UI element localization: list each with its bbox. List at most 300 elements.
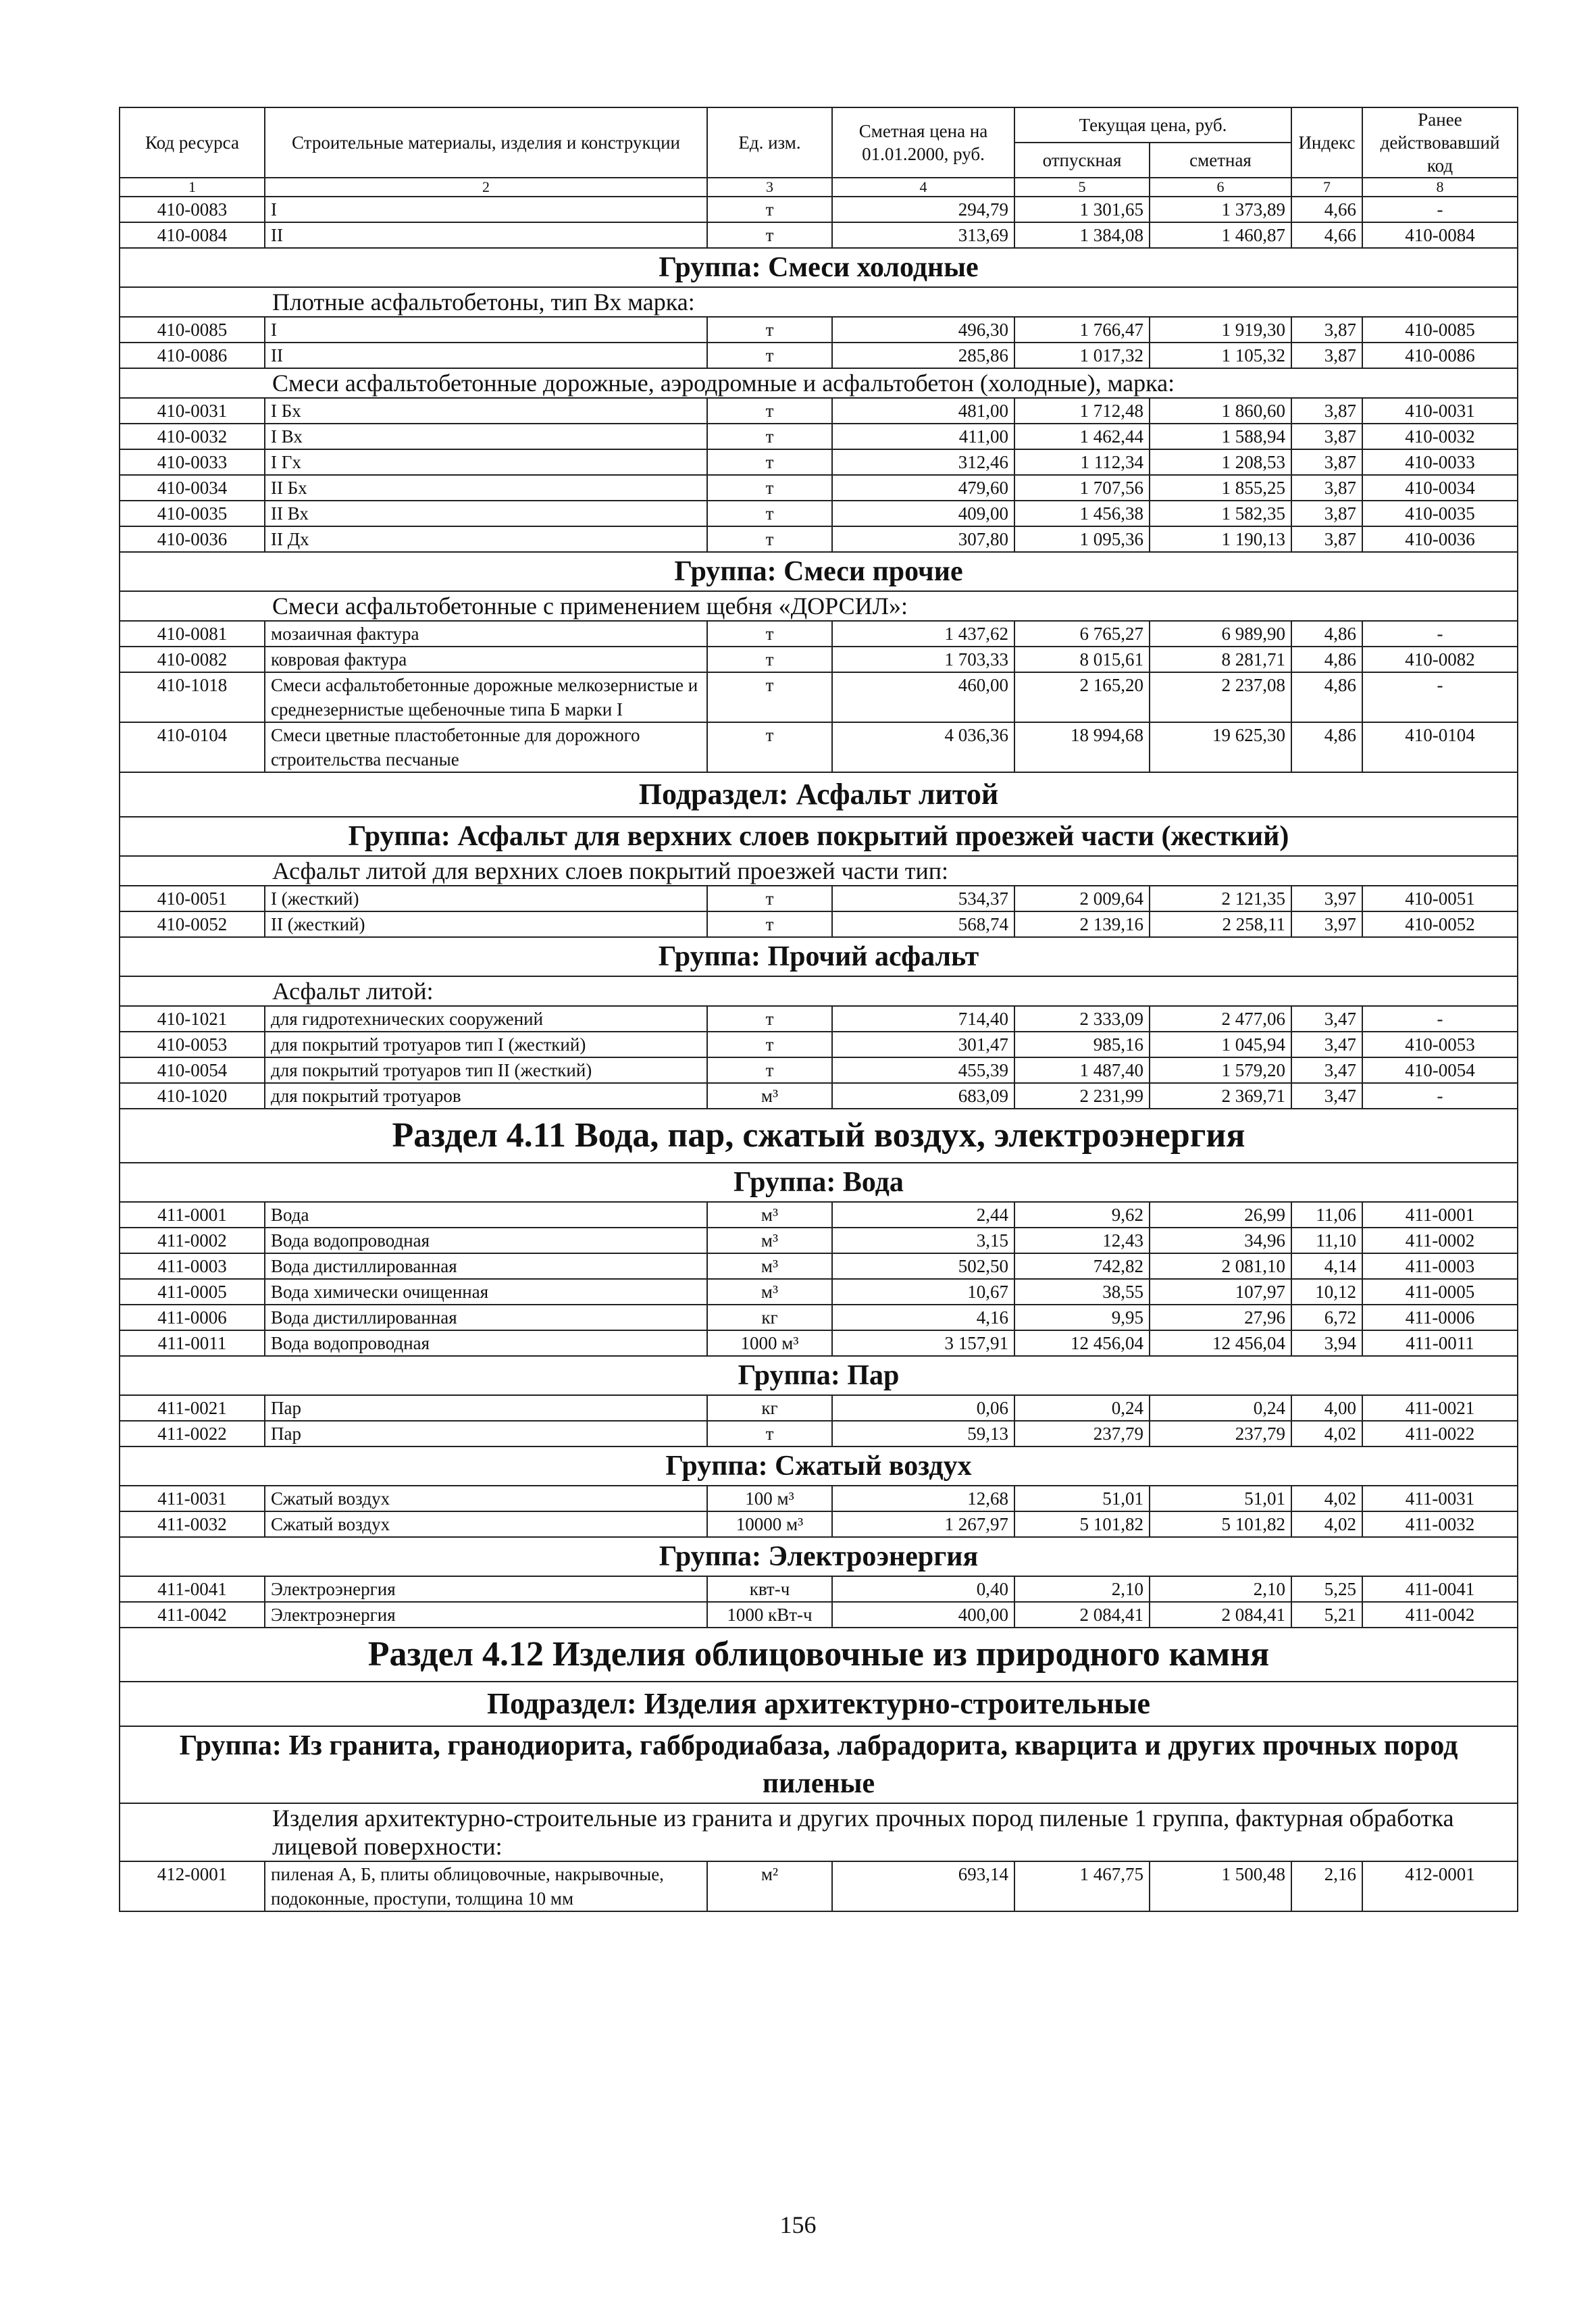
- price-2000: 3,15: [832, 1228, 1014, 1253]
- unit: т: [707, 672, 832, 722]
- table-row: [120, 911, 1518, 937]
- material-name: I Бх: [265, 398, 707, 424]
- material-name: I: [265, 317, 707, 343]
- price-index: 3,87: [1291, 398, 1362, 424]
- price-index: 3,87: [1291, 317, 1362, 343]
- release-price: 1 112,34: [1014, 449, 1150, 475]
- estimate-price: 2 121,35: [1150, 886, 1291, 911]
- release-price: 2 139,16: [1014, 911, 1150, 937]
- resource-code: 411-0031: [120, 1486, 265, 1511]
- price-2000: 460,00: [832, 672, 1014, 722]
- table-row: [120, 197, 1518, 222]
- group-heading-text: Группа: Смеси холодные: [120, 248, 1518, 287]
- release-price: 18 994,68: [1014, 722, 1150, 772]
- price-2000: 312,46: [832, 449, 1014, 475]
- price-catalog-page: [119, 107, 1517, 1912]
- subsection-heading: [120, 772, 1518, 817]
- table-row: [120, 672, 1518, 722]
- group-heading: [120, 1447, 1518, 1486]
- material-name: для покрытий тротуаров тип II (жесткий): [265, 1057, 707, 1083]
- table-row: [120, 722, 1518, 772]
- estimate-price: 51,01: [1150, 1486, 1291, 1511]
- previous-code: 410-0051: [1362, 886, 1518, 911]
- previous-code: 410-0054: [1362, 1057, 1518, 1083]
- material-name: мозаичная фактура: [265, 621, 707, 647]
- category-note-text: Изделия архитектурно-строительные из гранита и других прочных пород пиленые 1 группа, фактурная обработка лицевой поверхности:: [120, 1803, 1518, 1861]
- table-row: [120, 343, 1518, 368]
- price-2000: 4,16: [832, 1305, 1014, 1330]
- unit: т: [707, 647, 832, 672]
- previous-code: 411-0032: [1362, 1511, 1518, 1537]
- unit: т: [707, 475, 832, 501]
- estimate-price: 1 105,32: [1150, 343, 1291, 368]
- subsection-heading-text: Подраздел: Асфальт литой: [120, 772, 1518, 817]
- resource-code: 411-0041: [120, 1576, 265, 1602]
- unit: м³: [707, 1253, 832, 1279]
- column-number: 8: [1362, 178, 1518, 197]
- previous-code: 410-0031: [1362, 398, 1518, 424]
- previous-code: 410-0053: [1362, 1032, 1518, 1057]
- previous-code: 411-0031: [1362, 1486, 1518, 1511]
- price-index: 4,00: [1291, 1395, 1362, 1421]
- previous-code: 411-0002: [1362, 1228, 1518, 1253]
- estimate-price: 107,97: [1150, 1279, 1291, 1305]
- category-note: [120, 856, 1518, 886]
- subsection-heading: [120, 1682, 1518, 1726]
- column-number: 3: [707, 178, 832, 197]
- section-heading-text: Раздел 4.12 Изделия облицовочные из природного камня: [120, 1628, 1518, 1682]
- group-heading-text: Группа: Электроэнергия: [120, 1537, 1518, 1576]
- unit: т: [707, 197, 832, 222]
- header-price-2000: Сметная цена на 01.01.2000, руб.: [832, 107, 1014, 178]
- estimate-price: 237,79: [1150, 1421, 1291, 1447]
- previous-code: -: [1362, 197, 1518, 222]
- material-name: I (жесткий): [265, 886, 707, 911]
- unit: т: [707, 526, 832, 552]
- group-heading-text: Группа: Прочий асфальт: [120, 937, 1518, 976]
- estimate-price: 2 237,08: [1150, 672, 1291, 722]
- price-2000: 0,40: [832, 1576, 1014, 1602]
- table-row: [120, 886, 1518, 911]
- estimate-price: 26,99: [1150, 1202, 1291, 1228]
- material-name: II Бх: [265, 475, 707, 501]
- price-2000: 496,30: [832, 317, 1014, 343]
- price-2000: 2,44: [832, 1202, 1014, 1228]
- previous-code: -: [1362, 621, 1518, 647]
- release-price: 12 456,04: [1014, 1330, 1150, 1356]
- group-heading: [120, 937, 1518, 976]
- previous-code: 412-0001: [1362, 1861, 1518, 1911]
- category-note: [120, 368, 1518, 398]
- header-unit: Ед. изм.: [707, 107, 832, 178]
- price-2000: 1 437,62: [832, 621, 1014, 647]
- release-price: 9,62: [1014, 1202, 1150, 1228]
- estimate-price: 1 860,60: [1150, 398, 1291, 424]
- estimate-price: 6 989,90: [1150, 621, 1291, 647]
- previous-code: 411-0006: [1362, 1305, 1518, 1330]
- material-name: Вода дистиллированная: [265, 1305, 707, 1330]
- category-note: [120, 1803, 1518, 1861]
- release-price: 1 462,44: [1014, 424, 1150, 449]
- unit: т: [707, 398, 832, 424]
- table-row: [120, 317, 1518, 343]
- price-2000: 481,00: [832, 398, 1014, 424]
- estimate-price: 8 281,71: [1150, 647, 1291, 672]
- material-name: I Гх: [265, 449, 707, 475]
- estimate-price: 1 855,25: [1150, 475, 1291, 501]
- release-price: 1 095,36: [1014, 526, 1150, 552]
- price-2000: 409,00: [832, 501, 1014, 526]
- price-index: 4,86: [1291, 647, 1362, 672]
- estimate-price: 1 208,53: [1150, 449, 1291, 475]
- previous-code: 410-0104: [1362, 722, 1518, 772]
- release-price: 6 765,27: [1014, 621, 1150, 647]
- price-index: 3,87: [1291, 343, 1362, 368]
- table-row: [120, 526, 1518, 552]
- group-heading-text: Группа: Сжатый воздух: [120, 1447, 1518, 1486]
- table-row: [120, 1057, 1518, 1083]
- header-release-price: отпускная: [1014, 143, 1150, 178]
- group-heading: [120, 817, 1518, 856]
- group-heading-text: Группа: Смеси прочие: [120, 552, 1518, 591]
- material-name: I Вх: [265, 424, 707, 449]
- estimate-price: 2 258,11: [1150, 911, 1291, 937]
- resource-code: 411-0003: [120, 1253, 265, 1279]
- resource-code: 411-0001: [120, 1202, 265, 1228]
- price-2000: 301,47: [832, 1032, 1014, 1057]
- price-index: 3,97: [1291, 911, 1362, 937]
- previous-code: 410-0033: [1362, 449, 1518, 475]
- resource-code: 411-0032: [120, 1511, 265, 1537]
- resource-code: 410-0032: [120, 424, 265, 449]
- header-name: Строительные материалы, изделия и конструкции: [265, 107, 707, 178]
- table-body: [120, 197, 1518, 1911]
- column-number: 7: [1291, 178, 1362, 197]
- price-index: 6,72: [1291, 1305, 1362, 1330]
- material-name: Пар: [265, 1395, 707, 1421]
- table-row: [120, 1083, 1518, 1109]
- price-2000: 714,40: [832, 1006, 1014, 1032]
- price-table: [119, 107, 1518, 1912]
- table-row: [120, 475, 1518, 501]
- previous-code: 411-0005: [1362, 1279, 1518, 1305]
- price-index: 3,87: [1291, 526, 1362, 552]
- group-heading: [120, 248, 1518, 287]
- previous-code: 411-0022: [1362, 1421, 1518, 1447]
- release-price: 5 101,82: [1014, 1511, 1150, 1537]
- price-index: 3,87: [1291, 449, 1362, 475]
- estimate-price: 19 625,30: [1150, 722, 1291, 772]
- estimate-price: 1 919,30: [1150, 317, 1291, 343]
- previous-code: 411-0042: [1362, 1602, 1518, 1628]
- previous-code: 410-0086: [1362, 343, 1518, 368]
- estimate-price: 1 190,13: [1150, 526, 1291, 552]
- price-index: 4,66: [1291, 197, 1362, 222]
- table-row: [120, 501, 1518, 526]
- unit: т: [707, 343, 832, 368]
- price-index: 4,86: [1291, 621, 1362, 647]
- unit: м³: [707, 1083, 832, 1109]
- material-name: II Вх: [265, 501, 707, 526]
- resource-code: 410-0084: [120, 222, 265, 248]
- unit: т: [707, 501, 832, 526]
- price-index: 3,47: [1291, 1006, 1362, 1032]
- subsection-heading-text: Подраздел: Изделия архитектурно-строительные: [120, 1682, 1518, 1726]
- unit: т: [707, 424, 832, 449]
- unit: т: [707, 449, 832, 475]
- previous-code: 410-0082: [1362, 647, 1518, 672]
- header-prev-code: Ранее действовавший код: [1362, 107, 1518, 178]
- table-row: [120, 1395, 1518, 1421]
- previous-code: 410-0034: [1362, 475, 1518, 501]
- estimate-price: 1 588,94: [1150, 424, 1291, 449]
- resource-code: 411-0002: [120, 1228, 265, 1253]
- price-index: 3,87: [1291, 475, 1362, 501]
- release-price: 2 165,20: [1014, 672, 1150, 722]
- material-name: Электроэнергия: [265, 1576, 707, 1602]
- header-code: Код ресурса: [120, 107, 265, 178]
- group-heading: [120, 552, 1518, 591]
- table-row: [120, 449, 1518, 475]
- material-name: I: [265, 197, 707, 222]
- unit: кг: [707, 1305, 832, 1330]
- price-2000: 294,79: [832, 197, 1014, 222]
- table-row: [120, 621, 1518, 647]
- estimate-price: 2 369,71: [1150, 1083, 1291, 1109]
- material-name: Сжатый воздух: [265, 1511, 707, 1537]
- price-2000: 693,14: [832, 1861, 1014, 1911]
- release-price: 1 487,40: [1014, 1057, 1150, 1083]
- resource-code: 410-1021: [120, 1006, 265, 1032]
- previous-code: 411-0041: [1362, 1576, 1518, 1602]
- material-name: Вода: [265, 1202, 707, 1228]
- table-row: [120, 1253, 1518, 1279]
- price-2000: 1 267,97: [832, 1511, 1014, 1537]
- release-price: 9,95: [1014, 1305, 1150, 1330]
- estimate-price: 2 084,41: [1150, 1602, 1291, 1628]
- group-heading-text: Группа: Асфальт для верхних слоев покрытий проезжей части (жесткий): [120, 817, 1518, 856]
- table-row: [120, 1202, 1518, 1228]
- category-note-text: Асфальт литой:: [120, 976, 1518, 1006]
- material-name: ковровая фактура: [265, 647, 707, 672]
- estimate-price: 1 045,94: [1150, 1032, 1291, 1057]
- resource-code: 410-0081: [120, 621, 265, 647]
- price-2000: 502,50: [832, 1253, 1014, 1279]
- category-note-text: Смеси асфальтобетонные с применением щебня «ДОРСИЛ»:: [120, 591, 1518, 621]
- price-index: 5,21: [1291, 1602, 1362, 1628]
- material-name: II Дх: [265, 526, 707, 552]
- resource-code: 411-0022: [120, 1421, 265, 1447]
- price-index: 3,87: [1291, 424, 1362, 449]
- price-index: 10,12: [1291, 1279, 1362, 1305]
- section-heading: [120, 1109, 1518, 1163]
- unit: м²: [707, 1861, 832, 1911]
- price-2000: 10,67: [832, 1279, 1014, 1305]
- resource-code: 410-0086: [120, 343, 265, 368]
- price-index: 4,02: [1291, 1511, 1362, 1537]
- unit: квт-ч: [707, 1576, 832, 1602]
- table-row: [120, 1330, 1518, 1356]
- price-2000: 285,86: [832, 343, 1014, 368]
- resource-code: 411-0042: [120, 1602, 265, 1628]
- material-name: Смеси цветные пластобетонные для дорожного строительства песчаные: [265, 722, 707, 772]
- release-price: 38,55: [1014, 1279, 1150, 1305]
- table-row: [120, 1279, 1518, 1305]
- price-2000: 4 036,36: [832, 722, 1014, 772]
- table-row: [120, 1305, 1518, 1330]
- material-name: Вода водопроводная: [265, 1228, 707, 1253]
- price-index: 3,47: [1291, 1032, 1362, 1057]
- price-2000: 455,39: [832, 1057, 1014, 1083]
- column-number: 2: [265, 178, 707, 197]
- resource-code: 412-0001: [120, 1861, 265, 1911]
- group-heading: [120, 1726, 1518, 1803]
- table-row: [120, 222, 1518, 248]
- group-heading-text: Группа: Вода: [120, 1163, 1518, 1202]
- material-name: Вода химически очищенная: [265, 1279, 707, 1305]
- material-name: Электроэнергия: [265, 1602, 707, 1628]
- unit: 1000 кВт-ч: [707, 1602, 832, 1628]
- resource-code: 410-0051: [120, 886, 265, 911]
- release-price: 2 009,64: [1014, 886, 1150, 911]
- group-heading-text: Группа: Пар: [120, 1356, 1518, 1395]
- price-2000: 3 157,91: [832, 1330, 1014, 1356]
- price-index: 4,02: [1291, 1421, 1362, 1447]
- previous-code: 411-0001: [1362, 1202, 1518, 1228]
- estimate-price: 27,96: [1150, 1305, 1291, 1330]
- release-price: 8 015,61: [1014, 647, 1150, 672]
- price-index: 3,87: [1291, 501, 1362, 526]
- estimate-price: 1 373,89: [1150, 197, 1291, 222]
- group-heading: [120, 1356, 1518, 1395]
- unit: 10000 м³: [707, 1511, 832, 1537]
- material-name: Смеси асфальтобетонные дорожные мелкозернистые и среднезернистые щебеночные типа Б марки I: [265, 672, 707, 722]
- table-row: [120, 398, 1518, 424]
- previous-code: 411-0011: [1362, 1330, 1518, 1356]
- unit: м³: [707, 1202, 832, 1228]
- resource-code: 411-0006: [120, 1305, 265, 1330]
- table-row: [120, 647, 1518, 672]
- unit: т: [707, 1057, 832, 1083]
- unit: т: [707, 911, 832, 937]
- table-row: [120, 1511, 1518, 1537]
- material-name: II: [265, 343, 707, 368]
- release-price: 1 017,32: [1014, 343, 1150, 368]
- table-row: [120, 1032, 1518, 1057]
- previous-code: 410-0032: [1362, 424, 1518, 449]
- unit: т: [707, 1006, 832, 1032]
- material-name: II: [265, 222, 707, 248]
- material-name: пиленая А, Б, плиты облицовочные, накрывочные, подоконные, проступи, толщина 10 мм: [265, 1861, 707, 1911]
- price-index: 5,25: [1291, 1576, 1362, 1602]
- material-name: для покрытий тротуаров: [265, 1083, 707, 1109]
- category-note-text: Плотные асфальтобетоны, тип Вх марка:: [120, 287, 1518, 317]
- resource-code: 410-0082: [120, 647, 265, 672]
- resource-code: 411-0005: [120, 1279, 265, 1305]
- price-2000: 307,80: [832, 526, 1014, 552]
- release-price: 51,01: [1014, 1486, 1150, 1511]
- price-2000: 12,68: [832, 1486, 1014, 1511]
- group-heading: [120, 1163, 1518, 1202]
- price-index: 11,10: [1291, 1228, 1362, 1253]
- table-header: [120, 107, 1518, 197]
- page-number: 156: [779, 2211, 817, 2238]
- unit: 100 м³: [707, 1486, 832, 1511]
- resource-code: 410-0052: [120, 911, 265, 937]
- material-name: Вода водопроводная: [265, 1330, 707, 1356]
- price-index: 4,02: [1291, 1486, 1362, 1511]
- price-2000: 411,00: [832, 424, 1014, 449]
- price-2000: 568,74: [832, 911, 1014, 937]
- price-index: 4,66: [1291, 222, 1362, 248]
- unit: т: [707, 621, 832, 647]
- release-price: 2 333,09: [1014, 1006, 1150, 1032]
- resource-code: 410-0104: [120, 722, 265, 772]
- category-note-text: Асфальт литой для верхних слоев покрытий проезжей части тип:: [120, 856, 1518, 886]
- estimate-price: 5 101,82: [1150, 1511, 1291, 1537]
- estimate-price: 34,96: [1150, 1228, 1291, 1253]
- previous-code: 410-0085: [1362, 317, 1518, 343]
- column-number: 6: [1150, 178, 1291, 197]
- header-current-price: Текущая цена, руб.: [1014, 107, 1291, 143]
- material-name: II (жесткий): [265, 911, 707, 937]
- previous-code: 410-0035: [1362, 501, 1518, 526]
- price-index: 3,94: [1291, 1330, 1362, 1356]
- release-price: 237,79: [1014, 1421, 1150, 1447]
- column-number: 4: [832, 178, 1014, 197]
- resource-code: 410-0033: [120, 449, 265, 475]
- release-price: 1 707,56: [1014, 475, 1150, 501]
- price-index: 3,47: [1291, 1057, 1362, 1083]
- estimate-price: 1 579,20: [1150, 1057, 1291, 1083]
- resource-code: 410-0054: [120, 1057, 265, 1083]
- release-price: 985,16: [1014, 1032, 1150, 1057]
- section-heading: [120, 1628, 1518, 1682]
- column-number: 1: [120, 178, 265, 197]
- table-row: [120, 1861, 1518, 1911]
- price-index: 11,06: [1291, 1202, 1362, 1228]
- unit: 1000 м³: [707, 1330, 832, 1356]
- price-2000: 534,37: [832, 886, 1014, 911]
- category-note: [120, 287, 1518, 317]
- table-row: [120, 1006, 1518, 1032]
- resource-code: 410-0083: [120, 197, 265, 222]
- previous-code: 411-0021: [1362, 1395, 1518, 1421]
- resource-code: 410-0031: [120, 398, 265, 424]
- price-2000: 479,60: [832, 475, 1014, 501]
- previous-code: 410-0084: [1362, 222, 1518, 248]
- resource-code: 411-0021: [120, 1395, 265, 1421]
- price-2000: 59,13: [832, 1421, 1014, 1447]
- estimate-price: 12 456,04: [1150, 1330, 1291, 1356]
- column-number: 5: [1014, 178, 1150, 197]
- resource-code: 411-0011: [120, 1330, 265, 1356]
- unit: т: [707, 317, 832, 343]
- table-row: [120, 424, 1518, 449]
- unit: м³: [707, 1228, 832, 1253]
- resource-code: 410-0034: [120, 475, 265, 501]
- previous-code: 410-0036: [1362, 526, 1518, 552]
- material-name: Сжатый воздух: [265, 1486, 707, 1511]
- resource-code: 410-0053: [120, 1032, 265, 1057]
- material-name: для гидротехнических сооружений: [265, 1006, 707, 1032]
- previous-code: -: [1362, 1083, 1518, 1109]
- category-note: [120, 591, 1518, 621]
- release-price: 2,10: [1014, 1576, 1150, 1602]
- price-index: 4,86: [1291, 672, 1362, 722]
- estimate-price: 2 477,06: [1150, 1006, 1291, 1032]
- price-index: 2,16: [1291, 1861, 1362, 1911]
